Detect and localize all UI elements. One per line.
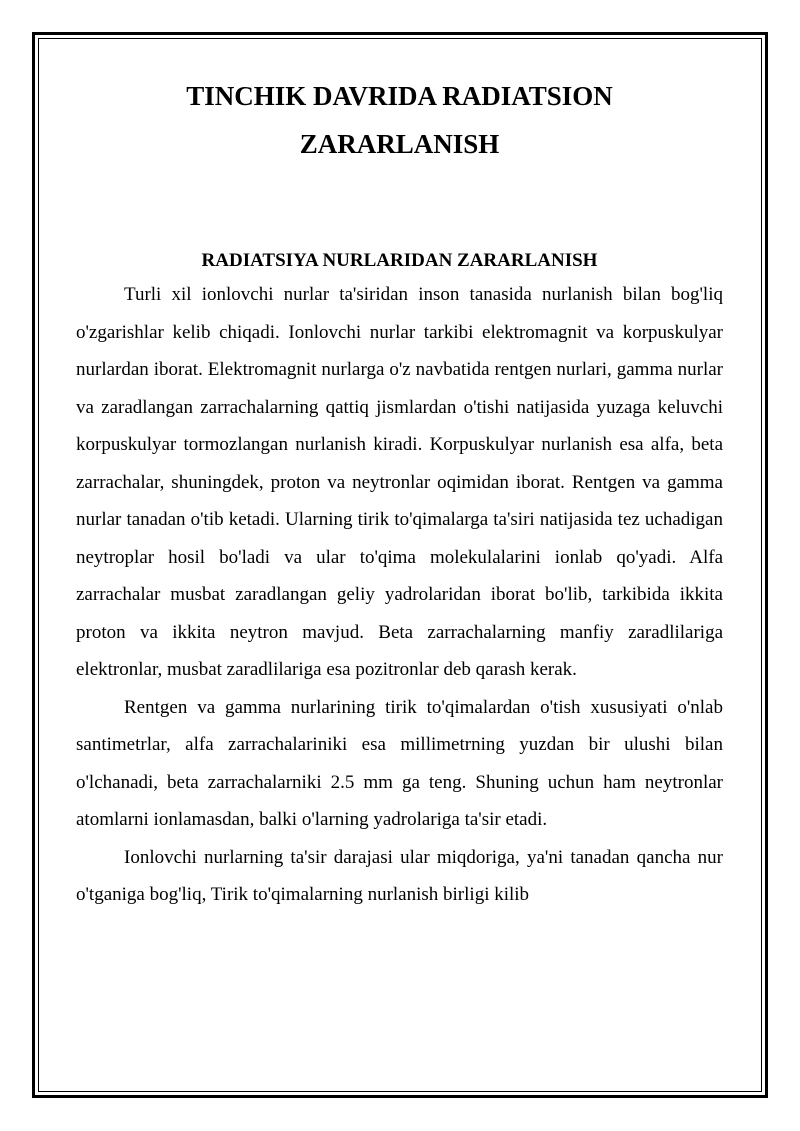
paragraph-1: Turli xil ionlovchi nurlar ta'siridan inson tanasida nurlanish bilan bog'liq o'zgarishlar kelib chiqadi. Ionlovchi nurlar tarkibi elektromagnit va korpuskulyar nurlardan iborat. Elektromagnit nurlarga o'z navbatida rentgen nurlari, gamma nurlar va zaradlangan zarrachalarning qattiq jismlardan o'tishi natijasida yuzaga keluvchi korpuskulyar tormozlangan nurlanish kiradi. Korpuskulyar nurlanish esa alfa, beta zarrachalar, shuningdek, proton va neytronlar oqimidan iborat. Rentgen va gamma nurlar tanadan o'tib ketadi. Ularning tirik to'qimalarga ta'siri natijasida tez uchadigan neytroplar hosil bo'ladi va ular to'qima molekulalarini ionlab qo'yadi. Alfa zarrachalar musbat zaradlangan geliy yadrolaridan iborat bo'lib, tarkibida ikkita proton va ikkita neytron mavjud. Beta zarrachalarning manfiy zaradlilariga elektronlar, musbat zaradlilariga esa pozitronlar deb qarash kerak. — [76, 284, 723, 680]
document-body — [76, 72, 723, 914]
section-heading: RADIATSIYA NURLARIDAN ZARARLANISH — [201, 250, 598, 271]
paragraph-2: Rentgen va gamma nurlarining tirik to'qimalardan o'tish xususiyati o'nlab santimetrlar, alfa zarrachalariniki esa millimetrning yuzdan bir ulushi bilan o'lchanadi, beta zarrachalarniki 2.5 mm ga teng. Shuning uchun ham neytronlar atomlarni ionlamasdan, balki o'larning yadrolariga ta'sir etadi. — [76, 696, 723, 830]
document-title — [76, 72, 723, 168]
document-title-line-2: ZARARLANISH — [299, 129, 500, 159]
paragraph-3: Ionlovchi nurlarning ta'sir darajasi ular miqdoriga, ya'ni tanadan qancha nur o'tganiga bog'liq, Tirik to'qimalarning nurlanish birligi kilib — [76, 846, 723, 905]
document-title-line-1: TINCHIK DAVRIDA RADIATSION — [186, 81, 613, 111]
